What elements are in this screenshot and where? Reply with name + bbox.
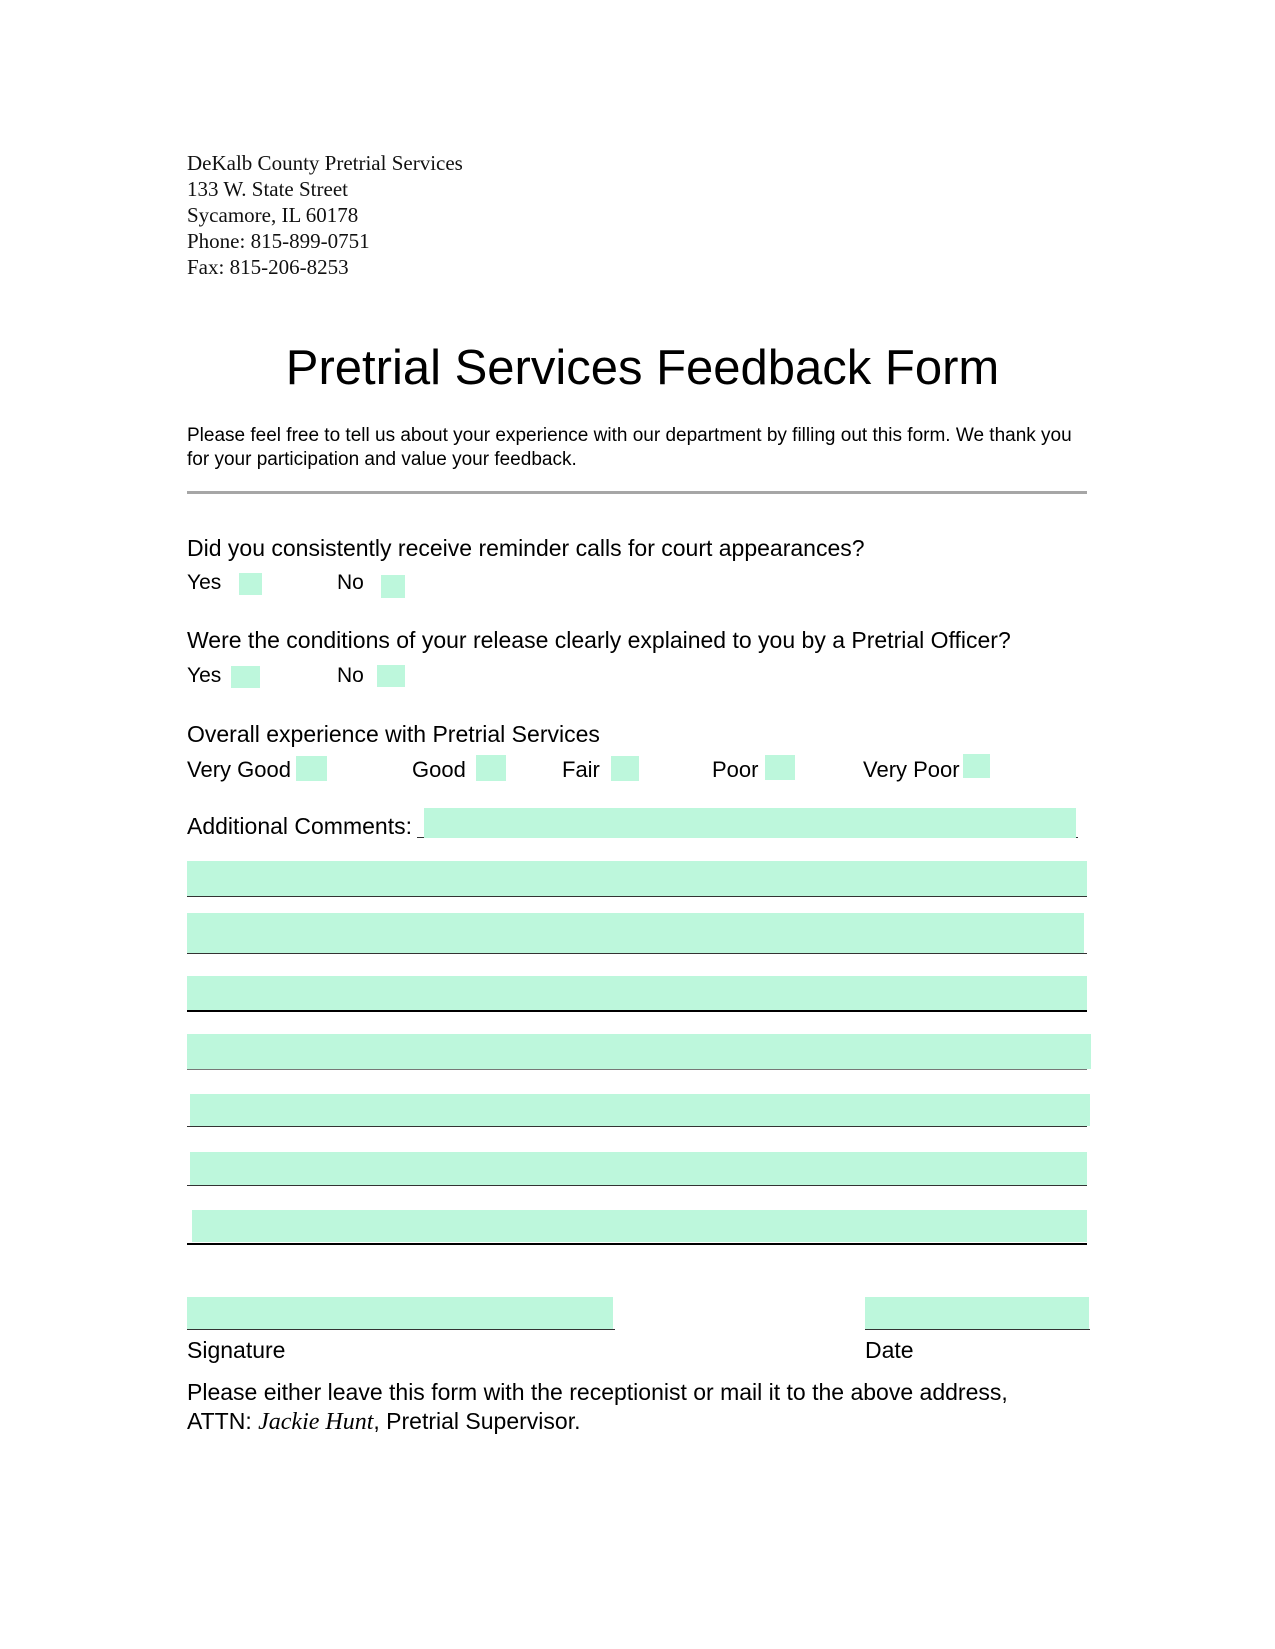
comments-field-5[interactable]: [187, 1034, 1091, 1069]
comments-field-8[interactable]: [192, 1210, 1087, 1242]
q2-no-label: No: [337, 664, 364, 687]
signature-line: [187, 1329, 615, 1330]
q1-yes-checkbox[interactable]: [239, 573, 262, 595]
phone-number: Phone: 815-899-0751: [187, 229, 370, 253]
date-label: Date: [865, 1337, 914, 1363]
closing-line-2: [187, 1407, 1008, 1437]
page-title: Pretrial Services Feedback Form: [285, 341, 1000, 395]
intro-line-1: Please feel free to tell us about your experience with our department by filling out this form. We thank you: [187, 425, 1072, 446]
q1-no-label: No: [337, 571, 364, 594]
rating-good-checkbox[interactable]: [476, 755, 506, 781]
q2-no-checkbox[interactable]: [377, 665, 405, 687]
comments-field-4[interactable]: [187, 976, 1087, 1010]
q1-yes-label: Yes: [187, 571, 222, 594]
question-2: Were the conditions of your release clearly explained to you by a Pretrial Officer?: [187, 627, 1011, 653]
supervisor-title: , Pretrial Supervisor.: [373, 1408, 581, 1434]
comments-field-1[interactable]: [424, 808, 1076, 838]
rating-very-good-label: Very Good: [187, 757, 291, 782]
comments-field-3[interactable]: [187, 913, 1084, 953]
q2-yes-label: Yes: [187, 664, 222, 687]
intro-text: [187, 424, 1087, 472]
signature-field[interactable]: [187, 1297, 613, 1329]
org-name: DeKalb County Pretrial Services: [187, 151, 463, 175]
comments-line-4: [187, 1010, 1087, 1012]
supervisor-name: Jackie Hunt: [258, 1409, 374, 1435]
rating-very-poor-checkbox[interactable]: [963, 754, 990, 778]
comments-line-3: [187, 953, 1087, 954]
rating-fair-label: Fair: [562, 757, 600, 782]
date-field[interactable]: [865, 1297, 1089, 1329]
q1-no-checkbox[interactable]: [381, 575, 405, 598]
comments-line-6: [187, 1126, 1087, 1127]
divider: [187, 491, 1087, 494]
comments-line-7: [187, 1185, 1087, 1186]
comments-label: Additional Comments:: [187, 813, 412, 839]
rating-poor-label: Poor: [712, 757, 759, 782]
question-1: Did you consistently receive reminder calls for court appearances?: [187, 535, 865, 561]
closing-instructions: [187, 1378, 1008, 1437]
city-state-zip: Sycamore, IL 60178: [187, 203, 359, 227]
closing-line-1: Please either leave this form with the receptionist or mail it to the above address,: [187, 1379, 1008, 1405]
intro-line-2: for your participation and value your feedback.: [187, 449, 577, 470]
rating-very-poor-label: Very Poor: [863, 757, 960, 782]
comments-line-5: [187, 1069, 1087, 1070]
street-address: 133 W. State Street: [187, 177, 348, 201]
comments-line-8: [187, 1243, 1087, 1245]
rating-fair-checkbox[interactable]: [611, 756, 639, 781]
date-line: [865, 1329, 1090, 1330]
rating-good-label: Good: [412, 757, 466, 782]
address-block: [187, 150, 463, 280]
signature-label: Signature: [187, 1337, 286, 1363]
question-3: Overall experience with Pretrial Services: [187, 721, 600, 747]
comments-line-2: [187, 896, 1087, 897]
comments-field-7[interactable]: [190, 1152, 1087, 1185]
fax-number: Fax: 815-206-8253: [187, 255, 349, 279]
comments-field-2[interactable]: [187, 861, 1087, 896]
attn-label: ATTN:: [187, 1408, 259, 1434]
rating-very-good-checkbox[interactable]: [296, 756, 327, 781]
comments-field-6[interactable]: [190, 1094, 1090, 1126]
rating-poor-checkbox[interactable]: [765, 755, 795, 780]
q2-yes-checkbox[interactable]: [231, 666, 260, 688]
